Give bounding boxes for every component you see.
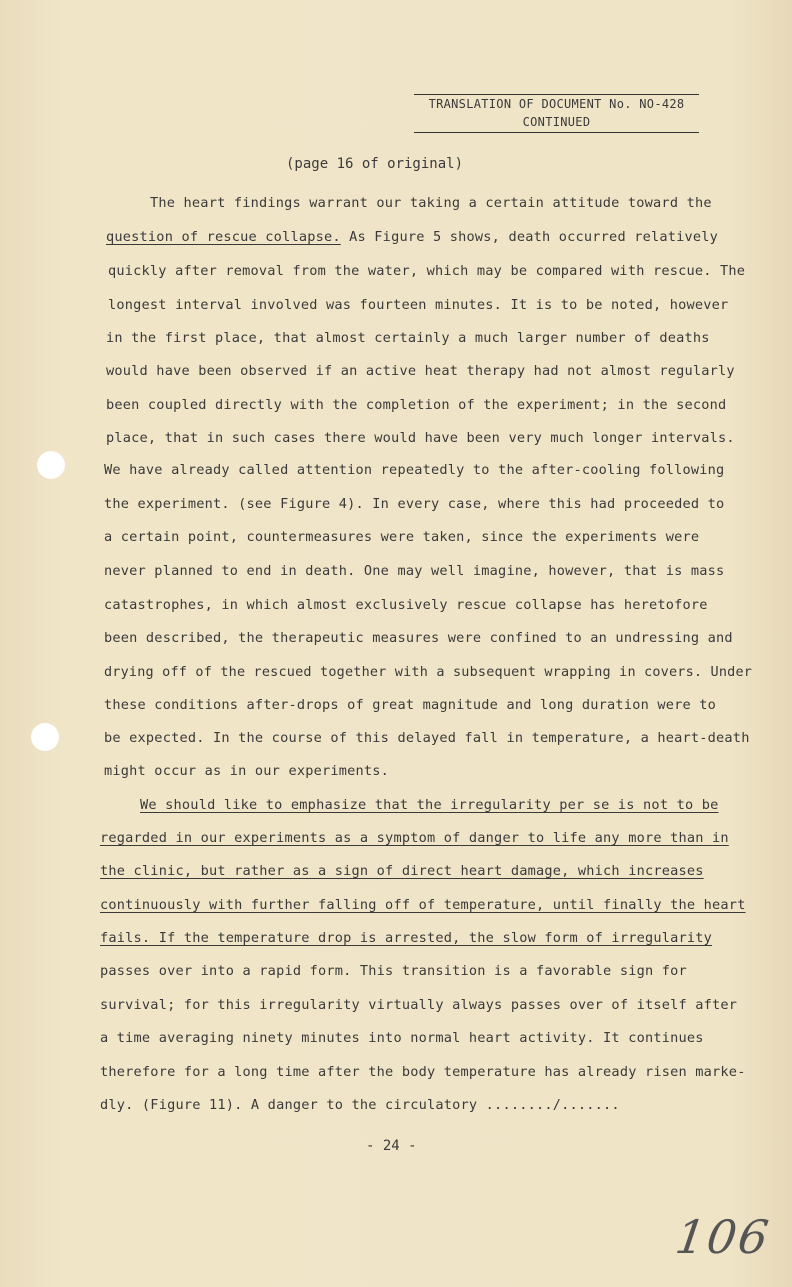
text-line: continuously with further falling off of temperature, until finally the heart	[100, 897, 746, 913]
header-subtitle: CONTINUED	[522, 115, 591, 129]
text-line: regarded in our experiments as a symptom of danger to life any more than in	[100, 830, 729, 846]
text-line: catastrophes, in which almost exclusively rescue collapse has heretofore	[104, 597, 708, 613]
text-line: be expected. In the course of this delayed fall in temperature, a heart-death	[104, 730, 750, 746]
text-line: the experiment. (see Figure 4). In every case, where this had proceeded to	[104, 496, 725, 512]
text-line: We have already called attention repeatedly to the after-cooling following	[104, 462, 725, 478]
text-line: drying off of the rescued together with a subsequent wrapping in covers. Under	[104, 664, 753, 680]
header-title: TRANSLATION OF DOCUMENT No. NO-428	[428, 97, 685, 111]
document-header	[414, 92, 699, 133]
text-line: been described, the therapeutic measures were confined to an undressing and	[104, 630, 733, 646]
text-line: a time averaging ninety minutes into normal heart activity. It continues	[100, 1030, 704, 1046]
punch-hole-top	[37, 451, 65, 479]
page-number: - 24 -	[366, 1138, 417, 1154]
header-bottom-rule	[414, 132, 699, 133]
underlined-phrase: question of rescue collapse.	[106, 229, 341, 245]
text-line: question of rescue collapse. As Figure 5 shows, death occurred relatively	[106, 229, 719, 245]
text-line: passes over into a rapid form. This transition is a favorable sign for	[100, 963, 687, 979]
text-line: in the first place, that almost certainly a much larger number of deaths	[106, 330, 710, 346]
text-line: therefore for a long time after the body temperature has already risen marke-	[100, 1064, 746, 1080]
text-line: place, that in such cases there would have been very much longer intervals.	[106, 430, 735, 446]
text-line: been coupled directly with the completion of the experiment; in the second	[106, 397, 727, 413]
text-line: dly. (Figure 11). A danger to the circulatory ......../.......	[100, 1097, 620, 1113]
text-line: longest interval involved was fourteen minutes. It is to be noted, however	[108, 297, 729, 313]
text-line: would have been observed if an active heat therapy had not almost regularly	[106, 363, 735, 379]
text-line: quickly after removal from the water, which may be compared with rescue. The	[108, 263, 746, 279]
text-line: survival; for this irregularity virtually always passes over of itself after	[100, 997, 738, 1013]
text-line: We should like to emphasize that the irregularity per se is not to be	[140, 797, 719, 813]
text-line: fails. If the temperature drop is arrested, the slow form of irregularity	[100, 930, 713, 946]
text-line: The heart findings warrant our taking a certain attitude toward the	[150, 195, 712, 211]
text-line: the clinic, but rather as a sign of direct heart damage, which increases	[100, 863, 704, 879]
page-reference: (page 16 of original)	[286, 156, 464, 172]
text-line: a certain point, countermeasures were taken, since the experiments were	[104, 529, 700, 545]
handwritten-folio-number: 106	[672, 1210, 774, 1264]
punch-hole-bottom	[31, 723, 59, 751]
text-line: these conditions after-drops of great magnitude and long duration were to	[104, 697, 717, 713]
text-line: might occur as in our experiments.	[104, 763, 390, 779]
text-line: never planned to end in death. One may well imagine, however, that is mass	[104, 563, 725, 579]
